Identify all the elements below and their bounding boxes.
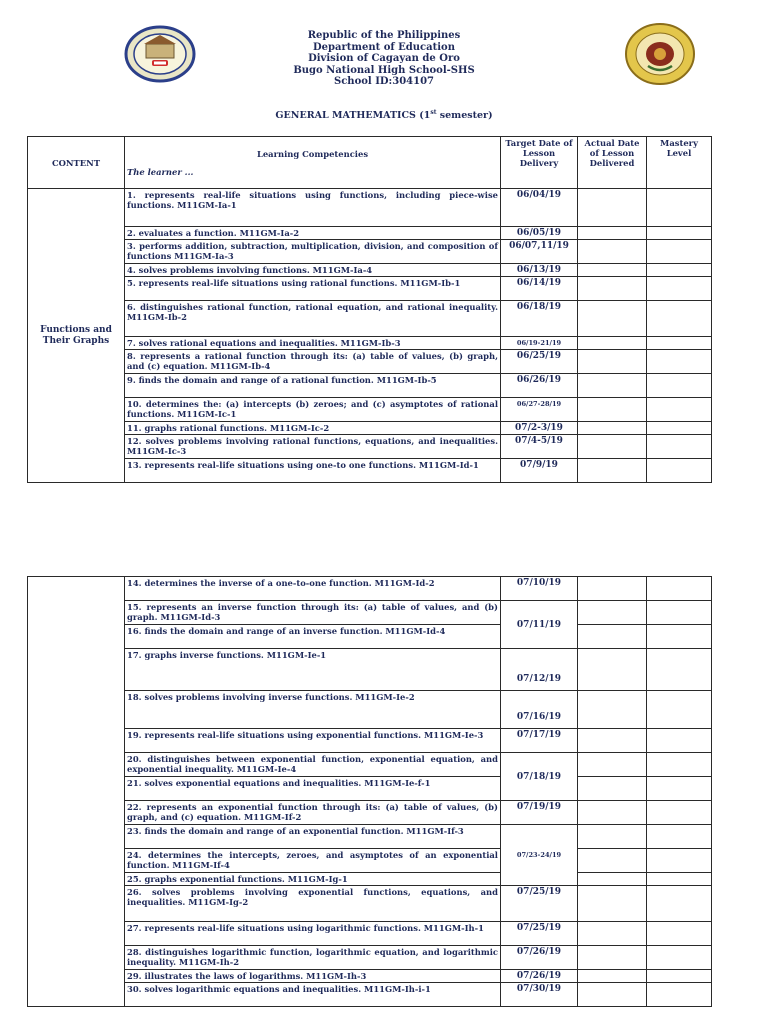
competency-cell: 17. graphs inverse functions. M11GM-Ie-1 (125, 649, 501, 691)
competency-cell: 13. represents real-life situations using one-to one functions. M11GM-Id-1 (125, 459, 501, 483)
header-competencies (125, 137, 501, 189)
target-date-cell: 06/05/19 (501, 227, 578, 240)
mastery-cell (647, 240, 712, 264)
actual-date-cell (578, 849, 647, 873)
actual-date-cell (578, 459, 647, 483)
mastery-cell (647, 801, 712, 825)
target-date-cell: 06/07,11/19 (501, 240, 578, 264)
competency-cell: 11. graphs rational functions. M11GM-Ic-2 (125, 422, 501, 435)
header-mastery: Mastery Level (647, 137, 712, 189)
competency-cell: 24. determines the intercepts, zeroes, and asymptotes of an exponential function. M11GM-If-4 (125, 849, 501, 873)
competency-cell: 16. finds the domain and range of an inverse function. M11GM-Id-4 (125, 625, 501, 649)
actual-date-cell (578, 873, 647, 886)
target-date-cell: 06/19-21/19 (501, 337, 578, 350)
mastery-cell (647, 435, 712, 459)
mastery-cell (647, 649, 712, 691)
actual-date-cell (578, 886, 647, 922)
target-date-cell: 06/04/19 (501, 189, 578, 227)
header-line-department: Department of Education (313, 41, 455, 53)
mastery-cell (647, 350, 712, 374)
mastery-cell (647, 729, 712, 753)
competency-cell: 26. solves problems involving exponential functions, equations, and inequalities. M11GM-Ig-2 (125, 886, 501, 922)
target-date-cell: 07/25/19 (501, 886, 578, 922)
header-actual-date: Actual Date of Lesson Delivered (578, 137, 647, 189)
target-date-cell: 06/18/19 (501, 301, 578, 337)
actual-date-cell (578, 264, 647, 277)
target-date-cell: 07/19/19 (501, 801, 578, 825)
mastery-cell (647, 459, 712, 483)
mastery-cell (647, 189, 712, 227)
target-date-cell: 07/25/19 (501, 922, 578, 946)
header-competencies-label: Learning Competencies (256, 148, 369, 159)
actual-date-cell (578, 240, 647, 264)
competencies-table-2 (27, 576, 712, 1007)
actual-date-cell (578, 227, 647, 240)
actual-date-cell (578, 398, 647, 422)
header-content: CONTENT (28, 137, 125, 189)
mastery-cell (647, 873, 712, 886)
mastery-cell (647, 946, 712, 970)
mastery-cell (647, 886, 712, 922)
mastery-cell (647, 777, 712, 801)
mastery-cell (647, 577, 712, 601)
competency-cell: 28. distinguishes logarithmic function, logarithmic equation, and logarithmic inequality. M11GM-Ih-2 (125, 946, 501, 970)
target-date-cell: 06/25/19 (501, 350, 578, 374)
competency-cell: 4. solves problems involving functions. M11GM-Ia-4 (125, 264, 501, 277)
competency-cell: 6. distinguishes rational function, rational equation, and rational inequality. M11GM-Ib-2 (125, 301, 501, 337)
actual-date-cell (578, 301, 647, 337)
actual-date-cell (578, 753, 647, 777)
competency-cell: 27. represents real-life situations using logarithmic functions. M11GM-Ih-1 (125, 922, 501, 946)
target-date-cell: 07/16/19 (501, 691, 578, 729)
actual-date-cell (578, 350, 647, 374)
competency-cell: 20. distinguishes between exponential function, exponential equation, and exponential inequality. M11GM-Ie-4 (125, 753, 501, 777)
competency-cell: 12. solves problems involving rational functions, equations, and inequalities. M11GM-Ic-3 (125, 435, 501, 459)
competency-cell: 9. finds the domain and range of a rational function. M11GM-Ib-5 (125, 374, 501, 398)
mastery-cell (647, 422, 712, 435)
target-date-cell: 07/2-3/19 (501, 422, 578, 435)
target-date-cell: 06/26/19 (501, 374, 578, 398)
competencies-table-1 (27, 136, 712, 483)
mastery-cell (647, 277, 712, 301)
actual-date-cell (578, 422, 647, 435)
actual-date-cell (578, 729, 647, 753)
mastery-cell (647, 374, 712, 398)
actual-date-cell (578, 983, 647, 1007)
header-line-division: Division of Cagayan de Oro (308, 53, 460, 64)
deped-seal-icon (624, 22, 696, 86)
mastery-cell (647, 753, 712, 777)
target-date-cell: 07/11/19 (501, 601, 578, 649)
competency-cell: 3. performs addition, subtraction, multiplication, division, and composition of functions M11GM-Ia-3 (125, 240, 501, 264)
subject-title-sup: st (430, 109, 437, 116)
header-learner-label: The learner ... (127, 166, 194, 177)
target-date-cell: 07/18/19 (501, 753, 578, 801)
target-date-cell: 07/9/19 (501, 459, 578, 483)
actual-date-cell (578, 825, 647, 849)
header-line-school: Bugo National High School-SHS (293, 64, 475, 76)
actual-date-cell (578, 277, 647, 301)
competency-cell: 22. represents an exponential function through its: (a) table of values, (b) graph, and (c) equation. M11GM-If-2 (125, 801, 501, 825)
mastery-cell (647, 625, 712, 649)
mastery-cell (647, 922, 712, 946)
actual-date-cell (578, 777, 647, 801)
content-topic-continued (28, 577, 125, 1007)
mastery-cell (647, 983, 712, 1007)
competency-cell: 14. determines the inverse of a one-to-one function. M11GM-Id-2 (125, 577, 501, 601)
actual-date-cell (578, 189, 647, 227)
subject-title (0, 109, 768, 121)
target-date-cell: 06/27-28/19 (501, 398, 578, 422)
target-date-cell: 07/17/19 (501, 729, 578, 753)
subject-title-text: GENERAL MATHEMATICS (1 (275, 110, 431, 122)
actual-date-cell (578, 625, 647, 649)
target-date-cell: 07/23-24/19 (501, 825, 578, 886)
actual-date-cell (578, 922, 647, 946)
target-date-cell: 07/26/19 (501, 970, 578, 983)
target-date-cell: 07/12/19 (501, 649, 578, 691)
target-date-cell: 07/10/19 (501, 577, 578, 601)
content-topic: Functions and Their Graphs (28, 189, 125, 483)
target-date-cell: 07/30/19 (501, 983, 578, 1007)
actual-date-cell (578, 691, 647, 729)
competency-cell: 18. solves problems involving inverse functions. M11GM-Ie-2 (125, 691, 501, 729)
actual-date-cell (578, 801, 647, 825)
actual-date-cell (578, 946, 647, 970)
actual-date-cell (578, 601, 647, 625)
actual-date-cell (578, 374, 647, 398)
actual-date-cell (578, 649, 647, 691)
mastery-cell (647, 601, 712, 625)
actual-date-cell (578, 970, 647, 983)
target-date-cell: 07/26/19 (501, 946, 578, 970)
mastery-cell (647, 301, 712, 337)
mastery-cell (647, 849, 712, 873)
competency-cell: 5. represents real-life situations using rational functions. M11GM-Ib-1 (125, 277, 501, 301)
competency-cell: 7. solves rational equations and inequalities. M11GM-Ib-3 (125, 337, 501, 350)
mastery-cell (647, 337, 712, 350)
target-date-cell: 06/13/19 (501, 264, 578, 277)
target-date-cell: 06/14/19 (501, 277, 578, 301)
actual-date-cell (578, 577, 647, 601)
competency-cell: 2. evaluates a function. M11GM-Ia-2 (125, 227, 501, 240)
header-target-date: Target Date of Lesson Delivery (501, 137, 578, 189)
competency-cell: 29. illustrates the laws of logarithms. M11GM-Ih-3 (125, 970, 501, 983)
competency-cell: 19. represents real-life situations using exponential functions. M11GM-Ie-3 (125, 729, 501, 753)
header-line-republic: Republic of the Philippines (307, 30, 461, 41)
competency-cell: 25. graphs exponential functions. M11GM-Ig-1 (125, 873, 501, 886)
header-line-school-id: School ID:304107 (334, 76, 434, 87)
competency-cell: 15. represents an inverse function through its: (a) table of values, and (b) graph. M11GM-Id-3 (125, 601, 501, 625)
mastery-cell (647, 825, 712, 849)
mastery-cell (647, 691, 712, 729)
competency-cell: 1. represents real-life situations using functions, including piece-wise functions. M11GM-Ia-1 (125, 189, 501, 227)
competency-cell: 21. solves exponential equations and inequalities. M11GM-Ie-f-1 (125, 777, 501, 801)
actual-date-cell (578, 435, 647, 459)
competency-cell: 10. determines the: (a) intercepts (b) zeroes; and (c) asymptotes of rational functions. M11GM-Ic-1 (125, 398, 501, 422)
mastery-cell (647, 264, 712, 277)
mastery-cell (647, 970, 712, 983)
actual-date-cell (578, 337, 647, 350)
mastery-cell (647, 398, 712, 422)
competency-cell: 8. represents a rational function through its: (a) table of values, (b) graph, and (c) equation. M11GM-Ib-4 (125, 350, 501, 374)
mastery-cell (647, 227, 712, 240)
target-date-cell: 07/4-5/19 (501, 435, 578, 459)
competency-cell: 30. solves logarithmic equations and inequalities. M11GM-Ih-i-1 (125, 983, 501, 1007)
competency-cell: 23. finds the domain and range of an exponential function. M11GM-If-3 (125, 825, 501, 849)
subject-title-suffix: semester) (436, 110, 493, 122)
